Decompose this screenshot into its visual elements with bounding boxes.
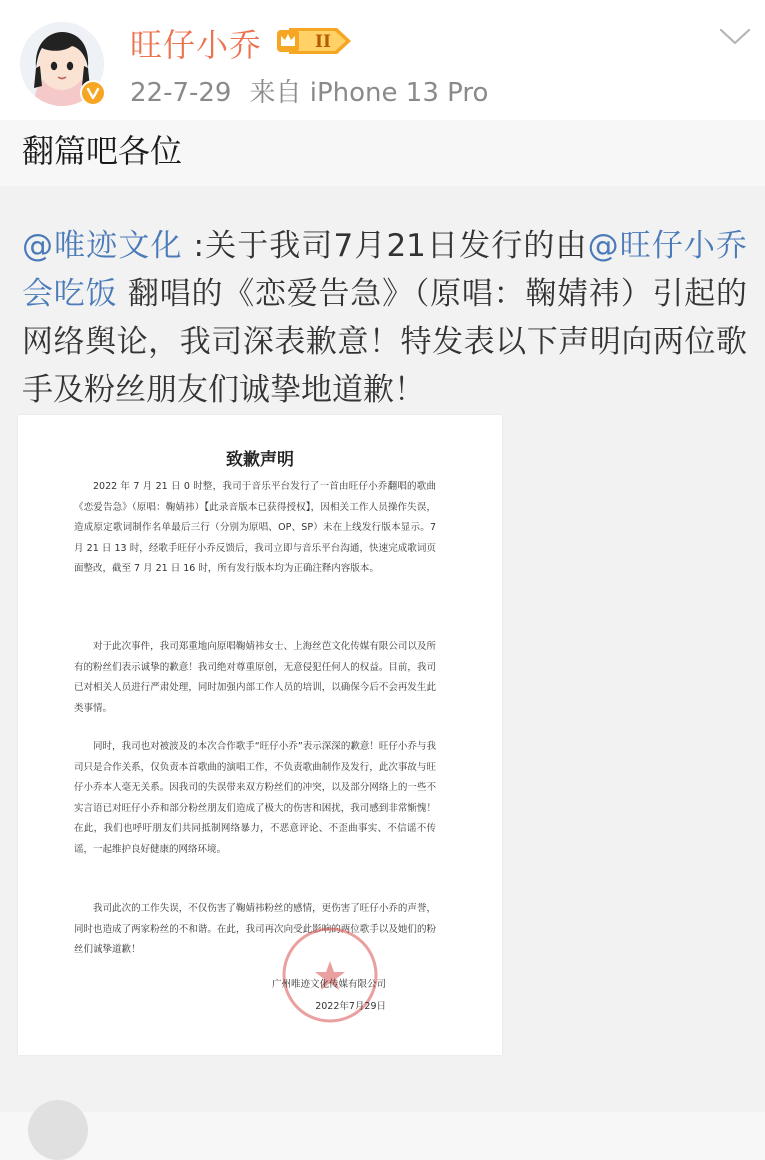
- statement-paragraph: 同时，我司也对被波及的本次合作歌手“旺仔小乔”表示深深的歉意！旺仔小乔与我司只是合作关系，仅负责本首歌曲的演唱工作，不负责歌曲制作及发行，此次事故与旺仔小乔本人毫无关系。因我司的失误带来双方粉丝们的冲突，以及部分网络上的一些不实言语已对旺仔小乔和部分粉丝朋友们造成了极大的伤害和困扰，我司感到非常惭愧！在此，我们也呼吁朋友们共同抵制网络暴力，不恶意评论、不歪曲事实、不信谣不传谣，一起维护良好健康的网络环境。: [74, 741, 436, 855]
- apology-statement-image[interactable]: [18, 415, 502, 1055]
- retweet-text-part-1: :关于我司7月21日发行的由: [182, 228, 588, 264]
- username[interactable]: 旺仔小乔: [130, 26, 263, 64]
- retweet-text: [22, 222, 747, 414]
- next-post-avatar[interactable]: [28, 1100, 88, 1160]
- level-badge-label: II: [315, 32, 331, 52]
- divider: [0, 186, 765, 198]
- signature-date: 2022年7月29日: [315, 1001, 386, 1012]
- statement-signature: [256, 974, 386, 1018]
- v-badge-icon: [80, 80, 106, 106]
- chevron-down-icon[interactable]: [718, 26, 752, 48]
- retweet-text-part-2: 翻唱的《恋爱告急》（原唱：鞠婧祎）引起的网络舆论，我司深表歉意！特发表以下声明向两位歌手及粉丝朋友们诚挚地道歉！: [22, 276, 748, 408]
- post-content: 翻篇吧各位: [22, 132, 183, 170]
- statement-paragraph: 对于此次事件，我司郑重地向原唱鞠婧祎女士、上海丝芭文化传媒有限公司以及所有的粉丝们表示诚挚的歉意！我司绝对尊重原创，无意侵犯任何人的权益。目前，我司已对相关人员进行严肃处理，同时加强内部工作人员的培训，以确保今后不会再发生此类事情。: [74, 641, 436, 714]
- crown-level-icon[interactable]: [275, 24, 353, 58]
- post-meta: [130, 72, 488, 109]
- company-name: 广州唯迹文化传媒有限公司: [271, 979, 386, 990]
- post-source: 来自 iPhone 13 Pro: [249, 78, 489, 108]
- statement-title: 致歉声明: [226, 450, 294, 470]
- post-date: 22-7-29: [130, 78, 232, 108]
- mention-weiji[interactable]: @唯迹文化: [22, 228, 183, 264]
- statement-paragraph: 我司此次的工作失误，不仅伤害了鞠婧祎粉丝的感情，更伤害了旺仔小乔的声誉，同时也造成了两家粉丝的不和谐。在此，我司再次向受此影响的两位歌手以及她们的粉丝们诚挚道歉！: [74, 903, 436, 955]
- statement-paragraph: 2022 年 7 月 21 日 0 时整，我司于音乐平台发行了一首由旺仔小乔翻唱的歌曲《恋爱告急》（原唱：鞠婧祎）【此录音版本已获得授权】，因相关工作人员操作失误，造成原定歌词制作名单最后三行（分别为原唱、OP、SP）未在上线发行版本显示。7 月 21 日 13 时，经歌手旺仔小乔反馈后，我司立即与音乐平台沟通，快速完成歌词页面整改，截至 7 月 21 日 16 时，所有发行版本均为正确注释内容版本。: [74, 481, 436, 574]
- post-header: [0, 0, 765, 120]
- mention-wangzai[interactable]: @旺仔小乔会吃饭: [22, 228, 748, 312]
